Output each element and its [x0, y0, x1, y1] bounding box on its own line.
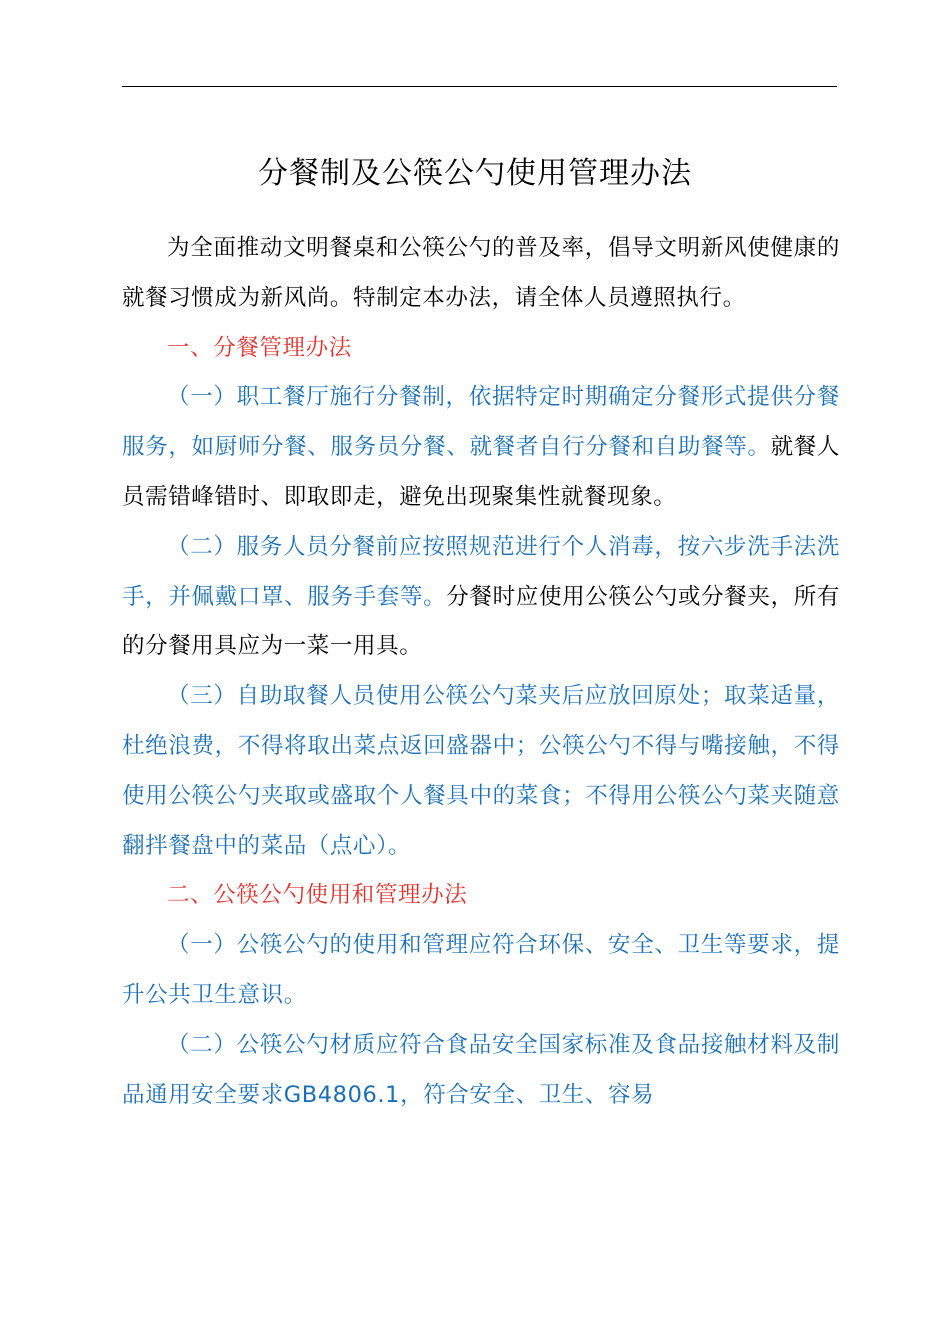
document-title: 分餐制及公筷公勺使用管理办法	[258, 156, 692, 191]
intro-paragraph: 为全面推动文明餐桌和公筷公勺的普及率，倡导文明新风使健康的就餐习惯成为新风尚。特制定本办法，请全体人员遵照执行。	[122, 235, 840, 311]
section-heading: 二、公筷公勺使用和管理办法	[167, 882, 468, 909]
highlighted-text: （三）自助取餐人员使用公筷公勺菜夹后应放回原处；取菜适量，杜绝浪费，不得将取出菜点返回盛器中；公筷公勺不得与嘴接触，不得使用公筷公勺夹取或盛取个人餐具中的菜食；不得用公筷公勺菜夹随意翻拌餐盘中的菜品（点心）。	[122, 683, 840, 859]
highlighted-text: （二）服务人员分餐前应按照规范进行个人消毒，按六步洗手法洗手，并佩戴口罩、服务手套等。	[122, 533, 840, 610]
paragraph	[122, 373, 840, 522]
paragraph	[122, 672, 840, 871]
paragraph	[122, 921, 840, 1021]
highlighted-text: （一）职工餐厅施行分餐制，依据特定时期确定分餐形式提供分餐服务，如厨师分餐、服务员分餐、就餐者自行分餐和自助餐等。	[122, 384, 840, 461]
paragraph	[122, 523, 840, 672]
document-body	[122, 224, 840, 1120]
header-rule	[122, 86, 837, 87]
highlighted-text: （二）公筷公勺材质应符合食品安全国家标准及食品接触材料及制品通用安全要求GB4806.1，符合安全、卫生、容易	[122, 1031, 840, 1108]
highlighted-text: （一）公筷公勺的使用和管理应符合环保、安全、卫生等要求，提升公共卫生意识。	[122, 932, 840, 1008]
section-heading: 一、分餐管理办法	[167, 334, 352, 361]
body-text: 分餐时应使用公筷公勺或分餐夹，所有的分餐用具应为一菜一用具。	[122, 583, 841, 660]
body-text: 就餐人员需错峰错时、即取即走，避免出现聚集性就餐现象。	[122, 434, 840, 510]
paragraph	[122, 1021, 840, 1121]
